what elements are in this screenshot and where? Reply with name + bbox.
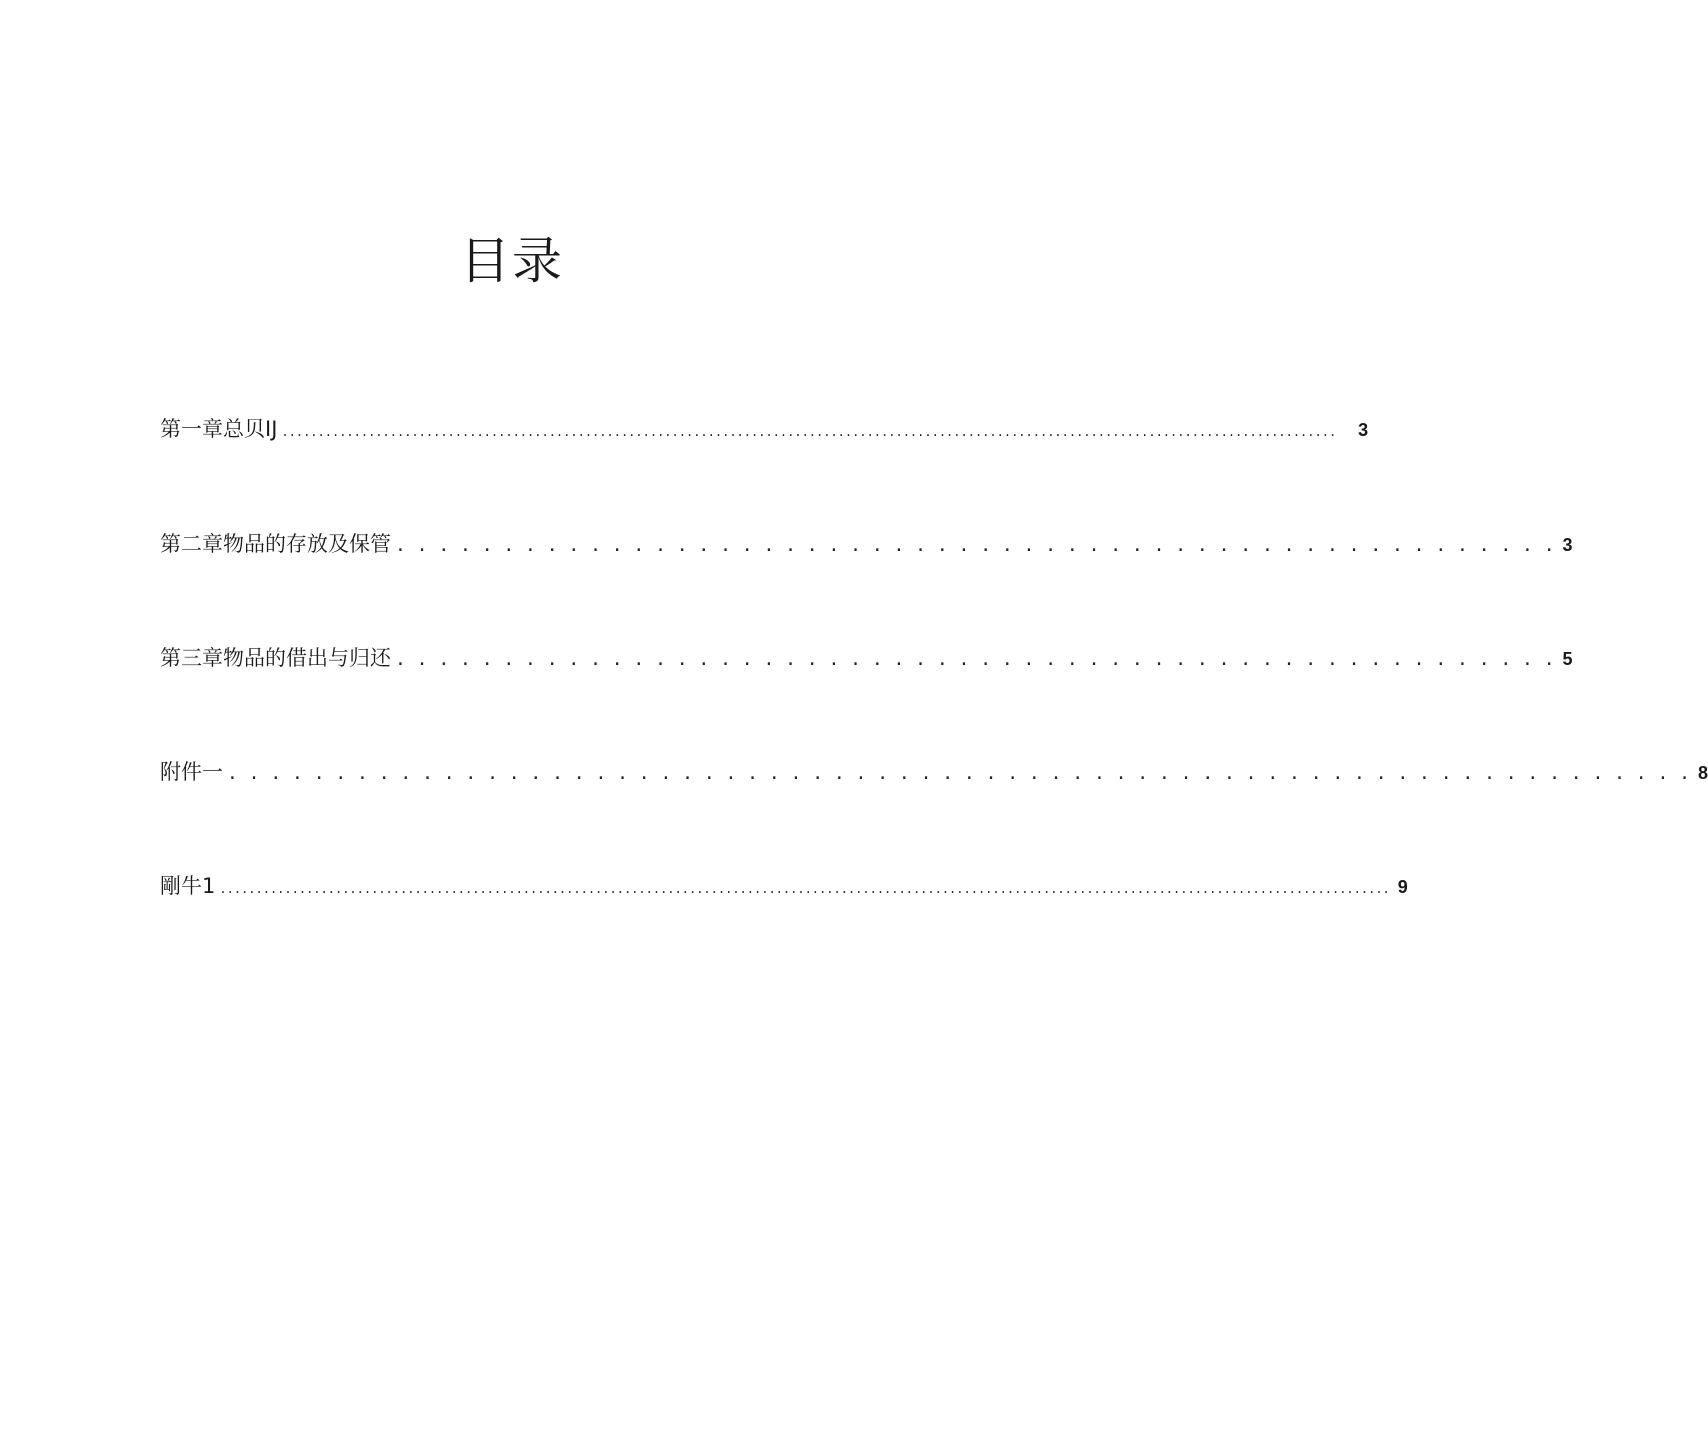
dot-leader: . . . . . . . . . . . . . . . . . . . . . . . . . . . . . . . . . . . . . . . . . . . . . . . . . . . . . .: [395, 535, 1555, 556]
toc-entry-page-number: 3: [1358, 420, 1369, 440]
toc-entry-label: 附件一: [160, 760, 223, 784]
dot-leader: ..................................................................................................................................................................: [219, 882, 1390, 896]
toc-entry-chapter-3[interactable]: [160, 643, 1573, 673]
toc-entry-page-number: 9: [1397, 877, 1408, 897]
toc-entry-label: 第二章物品的存放及保管: [160, 532, 391, 556]
toc-entry-appendix-2[interactable]: [160, 871, 1408, 901]
toc-entry-page-number: 5: [1562, 649, 1573, 669]
toc-entry-label: 第一章总贝IJ: [160, 417, 278, 441]
dot-leader: . . . . . . . . . . . . . . . . . . . . . . . . . . . . . . . . . . . . . . . . . . . . . . . . . . . . . .: [395, 649, 1555, 670]
toc-entry-page-number: 3: [1562, 535, 1573, 555]
toc-entry-label: 剛牛1: [160, 874, 216, 898]
toc-entry-page-number: 8: [1697, 763, 1708, 783]
dot-leader: ..................................................................................................................................................: [281, 425, 1337, 439]
dot-leader: . . . . . . . . . . . . . . . . . . . . . . . . . . . . . . . . . . . . . . . . . . . . . . . . . . . . . . . . . . . . . . . . . . . .: [227, 763, 1690, 784]
toc-entry-chapter-1[interactable]: [160, 414, 1369, 444]
toc-entry-appendix-1[interactable]: [160, 757, 1708, 787]
toc-entry-chapter-2[interactable]: [160, 529, 1573, 559]
toc-entry-label: 第三章物品的借出与归还: [160, 646, 391, 670]
toc-title: 目录: [460, 232, 564, 290]
